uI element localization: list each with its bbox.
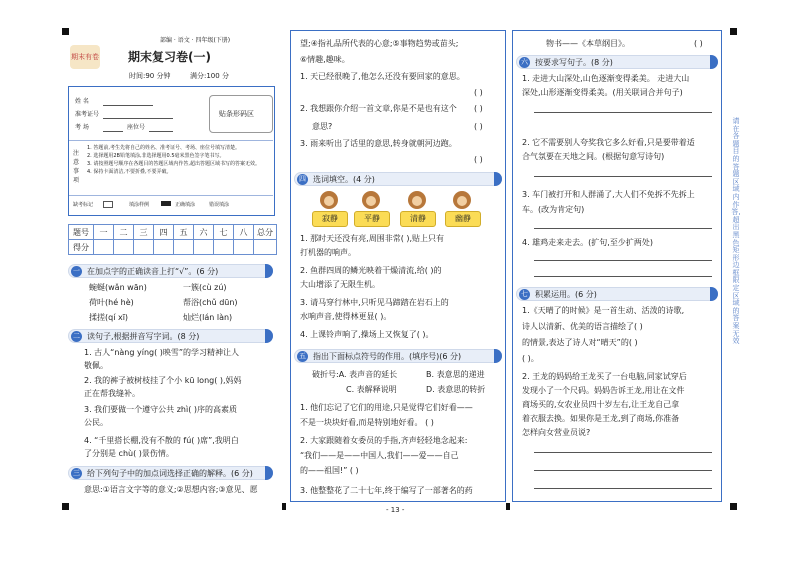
s4-line: 3. 请马穿行林中,只听见马蹄踏在岩石上的 [300,298,449,307]
answer-line[interactable] [534,112,712,113]
s2-line: 敬佩。 [84,361,108,370]
id-label: 准考证号 [75,111,100,118]
page-title: 期末复习卷(一) [128,50,211,64]
answer-line[interactable] [534,228,712,229]
section-5-header [294,349,502,363]
word-option[interactable]: 平静 [354,211,390,227]
notes-label: 注意事项 [73,150,80,184]
exam-score: 满分:100 分 [190,72,229,80]
answer-line[interactable] [534,260,712,261]
meaning-q: 1. 天已经很晚了,他怎么还没有要回家的意思。 [300,72,465,81]
s4-line: 打机器的响声。 [300,248,356,257]
s2-line: 公民。 [84,418,108,427]
section-4-header [294,172,502,186]
score-input[interactable] [194,240,214,255]
score-cell: 二 [114,225,134,240]
s4-line: 2. 鱼群四周的鳞光映着干燥清流,给( )的 [300,266,442,275]
score-input[interactable] [254,240,277,255]
s5-line: 的——祖国!” ( ) [300,466,359,475]
s2-line: 4. “千里搭长棚,没有不散的 fú( )席”,我明白 [84,436,239,445]
seat-label: 考 场 [75,124,89,131]
score-input[interactable] [134,240,154,255]
s2-line: 2. 我的裤子被树枝挂了个小 kū long( ),妈妈 [84,376,242,385]
section-7-number: 七 [521,290,528,298]
correct-fill-label: 正确填涂 [175,202,196,208]
s5-line: 3. 他整整花了二十七年,终于编写了一部著名的药 [300,486,473,495]
monkey-icon [362,191,380,209]
s2-line: 1. 古人“nàng yíng( )映雪”的学习精神让人 [84,348,240,357]
s7-line: 发现小了一个尺码。妈妈告诉王龙,用让在文件 [522,386,685,395]
s5-line: “我们——是——中国人,我们——爱——自己 [300,451,459,460]
answer-line[interactable] [534,452,712,453]
score-table [68,224,277,255]
section-7-title: 积累运用。(6 分) [535,290,597,299]
intro-line: 望;④指礼品所代表的心意;⑤事物趋势或苗头; [300,39,459,48]
s4-line: 大山增添了无限生机。 [300,280,380,289]
s5-option: B. 表意思的递进 [426,370,485,379]
fill-sample-label: 填涂样例 [129,202,150,208]
s3-line: 意思:①语言文字等的意义;②思想内容;③意见、愿 [84,485,258,494]
s7-line: 的情景,表达了诗人对“晴天”的( ) [522,338,638,347]
registration-mark [730,28,737,35]
answer-line[interactable] [534,176,712,177]
meaning-answer[interactable]: ( ) [474,122,483,131]
section-2-tab [265,329,273,343]
registration-mark [62,28,69,35]
meaning-q: 意思? [312,122,333,131]
barcode-area [209,95,273,133]
score-cell: 得分 [69,240,94,255]
score-header-row [69,225,277,240]
score-cell: 五 [174,225,194,240]
section-1-tab [265,264,273,278]
score-input[interactable] [174,240,194,255]
wrong-fill-label: 错误填涂 [209,202,230,208]
s7-line: 商场买的,女农业员四十岁左右,让王龙自己拿 [522,400,680,409]
s1-item[interactable]: 荷叶(hé hè) [89,298,134,307]
score-input[interactable] [94,240,114,255]
word-option[interactable]: 寂静 [312,211,348,227]
section-2-title: 读句子,根据拼音写字词。(8 分) [87,332,200,341]
s6-line: 深处,山形逐渐变得柔美。(用关联词合并句子) [522,88,683,97]
s1-item[interactable]: 蜿蜒(wǎn wān) [89,283,147,292]
name-label: 姓 名 [75,98,89,105]
score-input[interactable] [154,240,174,255]
answer-line[interactable] [534,276,712,277]
score-cell: 一 [94,225,114,240]
section-3-number: 三 [73,469,80,477]
name-field[interactable] [103,105,153,106]
s4-line: 1. 那时天还没有亮,周围非常( ),贴上只有 [300,234,445,243]
monkey-icon [408,191,426,209]
meaning-q: 2. 我想跟你介绍一首文章,你是不是也有这个 [300,104,457,113]
s4-line: 水响声音,使得林更显( )。 [300,312,392,321]
monkey-icon [453,191,471,209]
s6-line: 3. 车门被打开和人群涌了,大人们不免拆不先拆上 [522,190,695,199]
seat-no-label: 座位号 [127,124,146,131]
score-cell: 三 [134,225,154,240]
s2-line: 正在帮我缝补。 [84,389,140,398]
score-input[interactable] [234,240,254,255]
section-6-header [516,55,718,69]
meaning-answer[interactable]: ( ) [474,155,483,164]
section-5-title: 指出下面标点符号的作用。(填序号)(6 分) [313,352,462,361]
logo-text: 期末有卷 [71,53,99,61]
candidate-info-box [68,86,275,216]
s6-line: 2. 它不需要别人夸奖我它多么好看,只是要带着适 [522,138,695,147]
section-1-title: 在加点字的正确读音上打“√”。(6 分) [87,267,219,276]
section-2-header [68,329,273,343]
page-number: - 13 - [386,506,405,514]
word-option[interactable]: 幽静 [445,211,481,227]
top-line: 物书——《本草纲目》。 [546,39,630,48]
registration-mark [730,503,737,510]
score-cell: 题号 [69,225,94,240]
s2-line: 了分别是 chù( )景伤情。 [84,449,174,458]
section-1-number: 一 [73,267,80,275]
s5-option: 破折号:A. 表声音的延长 [312,370,398,379]
section-3-header [68,466,273,480]
s5-line: 不是一块块好看,而是特别地好看。 ( ) [300,418,434,427]
answer-line[interactable] [534,470,712,471]
word-option[interactable]: 清静 [400,211,436,227]
s6-line: 车。(改为肯定句) [522,205,585,214]
exam-time: 时间:90 分钟 [129,72,171,80]
intro-line: ⑥情趣,趣味。 [300,55,350,64]
score-cell: 总分 [254,225,277,240]
s6-line: 1. 走进大山深处,山色逐渐变得柔美。 走进大山 [522,74,690,83]
registration-mark [506,503,510,510]
s1-item[interactable]: 揉搓(qí xī) [89,313,129,322]
absent-label: 缺考标记 [73,202,94,208]
section-2-number: 二 [73,332,80,340]
section-1-header [68,264,273,278]
s7-line: 2. 王龙的妈妈给王龙买了一台电脑,同家试穿后 [522,372,687,381]
seat-no-field[interactable] [149,131,173,132]
section-5-number: 五 [299,352,306,360]
s6-line: 4. 雄鸡走来走去。(扩句,至少扩两处) [522,238,653,247]
absent-checkbox[interactable] [103,201,113,208]
divider [69,140,273,141]
score-cell: 七 [214,225,234,240]
section-6-title: 按要求写句子。(8 分) [535,58,613,67]
header-meta: 部编 · 语文 · 四年级(下册) [160,37,231,44]
side-note: 请在各题目的答题区域内作答,超出黑色矩形边框限定区域的答案无效 [731,117,741,346]
divider [69,195,273,196]
note-1: 1. 答题前,考生先将自己的姓名、准考证号、考场、座位号填写清楚。 [87,145,240,151]
score-cell: 八 [234,225,254,240]
s1-item[interactable]: 一簇(cù zú) [183,283,227,292]
meaning-answer[interactable]: ( ) [474,104,483,113]
score-input[interactable] [114,240,134,255]
s7-line: 着衣服去换。如果你是王龙,到了商场,你准备 [522,414,680,423]
section-7-header [516,287,718,301]
s7-line: 诗人以清新、优美的语言描绘了( ) [522,322,643,331]
section-6-number: 六 [521,58,528,66]
s4-line: 4. 上课铃声响了,操场上又恢复了( )。 [300,330,434,339]
meaning-answer[interactable]: ( ) [474,88,483,97]
s7-line: 怎样向女营业员说? [522,428,591,437]
s5-line: 2. 大家跟随着女委员的手指,齐声轻轻地念起来: [300,436,468,445]
section-3-title: 给下列句子中的加点词选择正确的解释。(6 分) [87,469,253,478]
s5-line: 1. 他们忘记了它们的用途,只是觉得它们好看—— [300,403,473,412]
s1-item[interactable]: 帮浴(chǔ dūn) [183,298,238,307]
correct-fill-sample [161,201,171,206]
room-field[interactable] [103,131,123,132]
s6-line: 合气氛要在天地之间。(根据句意写诗句) [522,152,665,161]
note-4: 4. 保持卡面清洁,不要折叠,不要弄破。 [87,169,172,175]
answer-line[interactable] [534,488,712,489]
score-cell: 六 [194,225,214,240]
section-4-number: 四 [299,175,306,183]
meaning-q: 3. 雨来听出了话里的意思,转身就朝河边跑。 [300,139,457,148]
registration-mark [282,503,286,510]
score-value-row [69,240,277,255]
score-input[interactable] [214,240,234,255]
logo-badge [70,45,100,69]
score-cell: 四 [154,225,174,240]
s7-line: 1.《天晴了的时候》是一首生动、活泼的诗歌, [522,306,685,315]
s7-line: ( )。 [522,354,539,363]
monkey-icon [320,191,338,209]
registration-mark [62,503,69,510]
s2-line: 3. 我们要做一个遵守公共 zhì( )序的高素质 [84,405,237,414]
note-3: 3. 请按照题号顺序在各题目的答题区域内作答,超出答题区域书写的答案无效。 [87,161,260,167]
note-2: 2. 选择题用2B铅笔填涂,非选择题用0.5毫米黑色签字笔书写。 [87,153,225,159]
top-answer[interactable]: ( ) [694,39,703,48]
id-field[interactable] [103,118,173,119]
s5-option: D. 表意思的转折 [426,385,486,394]
section-4-title: 选词填空。(4 分) [313,175,375,184]
barcode-label: 贴条形码区 [219,110,254,118]
s5-option: C. 表解释说明 [346,385,397,394]
section-3-tab [265,466,273,480]
s1-item[interactable]: 灿烂(lán làn) [183,313,233,322]
